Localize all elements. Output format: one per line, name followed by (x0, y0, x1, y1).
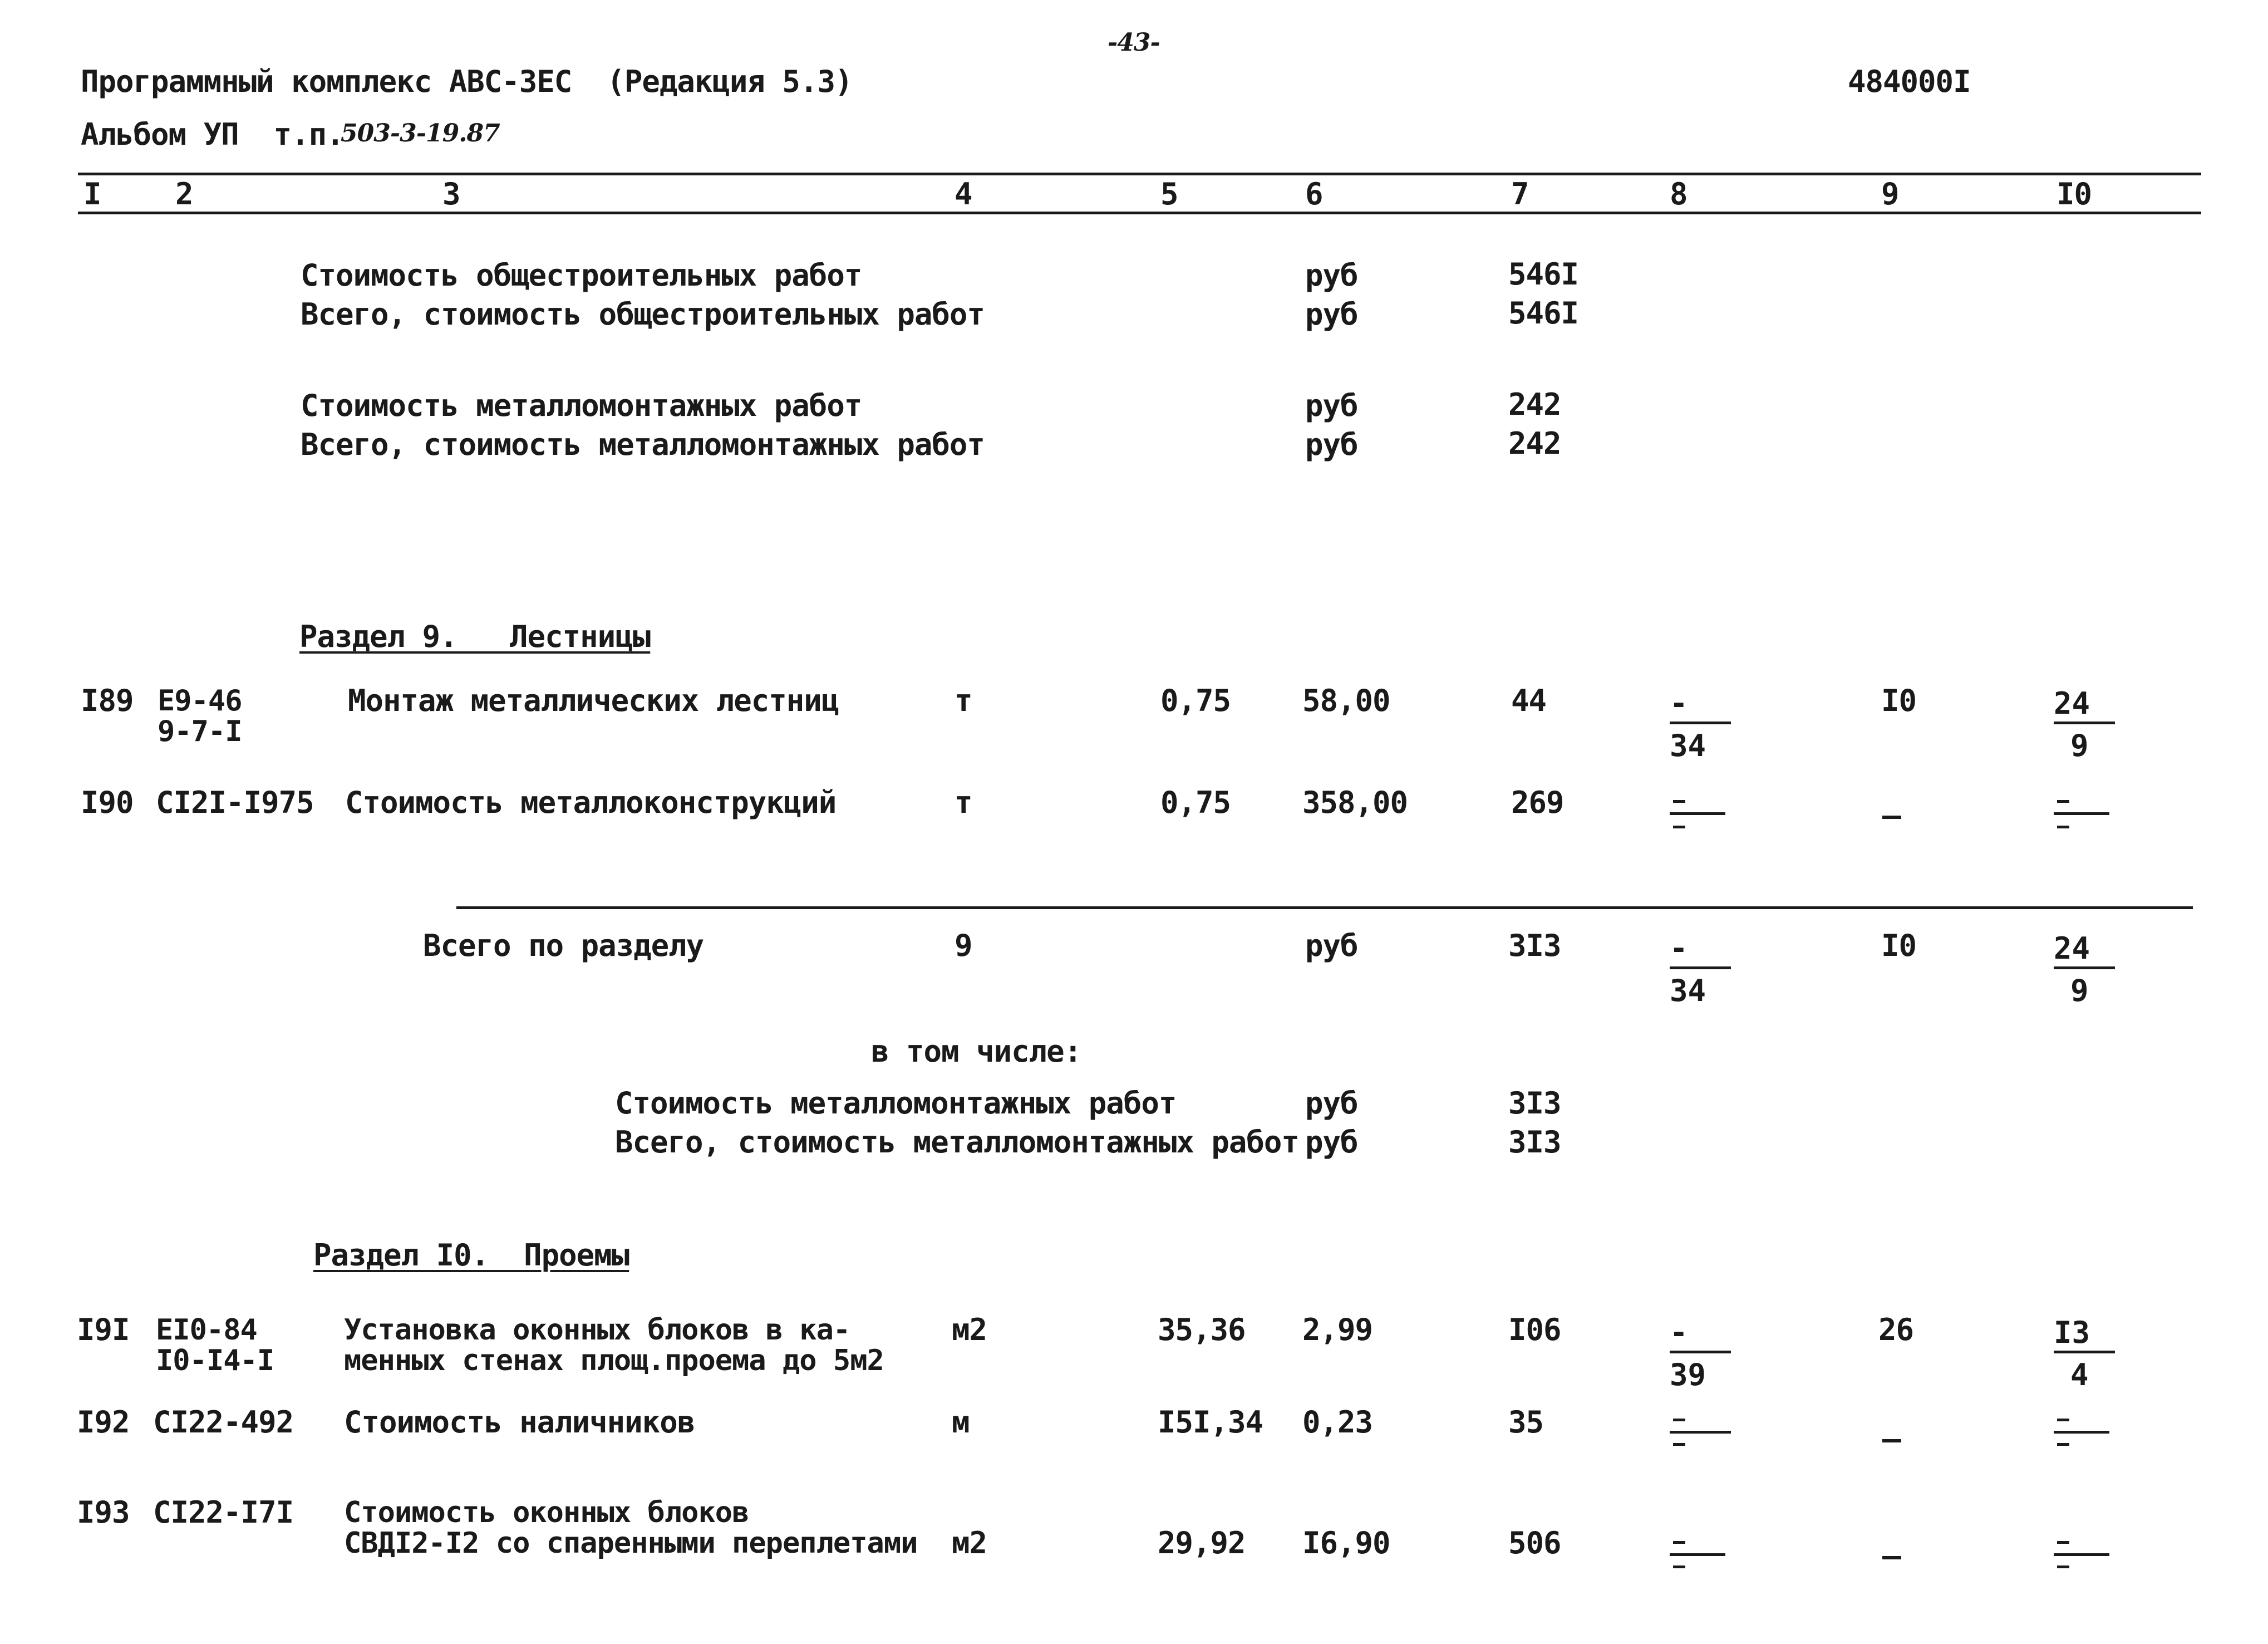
row-quantity: 29,92 (1158, 1525, 1246, 1560)
column-header-7: 7 (1511, 176, 1529, 212)
fraction-bar (1670, 966, 1731, 969)
summary-value: 242 (1508, 426, 1561, 461)
column-header-10: I0 (2057, 176, 2092, 212)
row-col9 (1881, 1407, 1899, 1437)
fraction-top: I3 (2054, 1315, 2090, 1350)
row-number: I89 (81, 683, 134, 718)
column-header-4: 4 (955, 176, 972, 212)
including-label-row: Стоимость металломонтажных работ (615, 1086, 1177, 1121)
row-number: I93 (77, 1495, 130, 1530)
row-number: I90 (81, 785, 134, 820)
fraction-bar (1670, 1431, 1731, 1434)
row-col10-empty-fraction (2054, 1415, 2121, 1488)
fraction-top: - (1670, 931, 1688, 966)
row-name: Монтаж металлических лестниц (348, 683, 839, 718)
fraction-bar (2054, 1553, 2109, 1556)
album-label: Альбом УП т.п. (81, 117, 344, 152)
fraction-bottom: 4 (2070, 1357, 2089, 1392)
row-col9: I0 (1881, 683, 1917, 718)
column-header-1: I (83, 176, 101, 212)
row-name: Стоимость металлоконструкций (345, 785, 837, 820)
row-code: CI2I-I975 (156, 785, 314, 820)
fraction-top: - (1670, 1315, 1688, 1350)
fraction-bar (1670, 722, 1731, 724)
fraction-tick (1673, 1566, 1685, 1568)
row-code: CI22-492 (153, 1405, 294, 1440)
row-col8-empty-fraction (1670, 1538, 1736, 1610)
fraction-bar (2054, 722, 2115, 724)
section-total-rule (456, 906, 2193, 909)
section-9-title: Раздел 9. Лестницы (299, 619, 651, 654)
summary-value: 546I (1508, 257, 1579, 292)
fraction-top: - (1670, 686, 1688, 721)
fraction-tick (1673, 1541, 1685, 1544)
row-quantity: 0,75 (1160, 785, 1231, 820)
row-name: Установка оконных блоков в ка- менных стенах площ.проема до 5м2 (344, 1313, 884, 1377)
summary-unit: руб (1305, 258, 1358, 293)
section-total-col9: I0 (1881, 928, 1917, 963)
fraction-tick (2057, 1541, 2069, 1544)
including-unit: руб (1305, 1086, 1358, 1121)
fraction-bar (2054, 966, 2115, 969)
row-col9: 26 (1878, 1312, 1914, 1347)
row-number: I9I (77, 1312, 130, 1347)
fraction-bottom: 34 (1670, 973, 1706, 1008)
fraction-bar (2054, 812, 2109, 815)
row-price: 2,99 (1302, 1312, 1373, 1347)
row-col8-empty-fraction (1670, 793, 1736, 866)
summary-unit: руб (1305, 388, 1358, 423)
fraction-bottom: 39 (1670, 1357, 1706, 1392)
row-unit: м2 (952, 1312, 987, 1347)
fraction-bar (1670, 1351, 1731, 1353)
row-col10-empty-fraction (2054, 793, 2121, 866)
fraction-bar (1670, 812, 1725, 815)
row-code: EI0-84 I0-I4-I (156, 1313, 274, 1377)
fraction-bottom: 34 (1670, 728, 1706, 763)
including-label: в том числе: (871, 1034, 1082, 1069)
including-value: 3I3 (1508, 1086, 1561, 1121)
row-total: 269 (1511, 785, 1564, 820)
header-rule-bottom (78, 212, 2201, 214)
including-label-row: Всего, стоимость металломонтажных работ (615, 1125, 1299, 1160)
row-total: 506 (1508, 1525, 1561, 1560)
section-total-unit: руб (1305, 928, 1358, 963)
fraction-top: 24 (2054, 686, 2090, 721)
row-col10-empty-fraction (2054, 1538, 2121, 1610)
fraction-bottom: 9 (2070, 973, 2089, 1008)
row-unit: т (955, 683, 972, 718)
row-code: E9-46 9-7-I (158, 684, 242, 748)
row-unit: т (955, 785, 972, 820)
program-title: Программный комплекс АВС-3ЕС (Редакция 5.3) (81, 64, 853, 99)
document-code: 484000I (1848, 64, 1971, 99)
row-col8-empty-fraction (1670, 1415, 1736, 1488)
row-unit: м2 (952, 1525, 987, 1560)
row-total: 35 (1508, 1405, 1544, 1440)
fraction-tick (2057, 1419, 2069, 1421)
fraction-tick (1673, 826, 1685, 828)
row-price: I6,90 (1302, 1525, 1390, 1560)
fraction-bottom: 9 (2070, 728, 2089, 763)
section-total-number: 9 (955, 928, 972, 963)
section-10-title: Раздел I0. Проемы (313, 1238, 629, 1273)
fraction-bar (2054, 1351, 2115, 1353)
row-col8-fraction (1670, 686, 1736, 763)
section-total-col10-fraction (2054, 931, 2121, 1008)
section-total-value: 3I3 (1508, 928, 1561, 963)
row-total: I06 (1508, 1312, 1561, 1347)
row-col10-fraction (2054, 686, 2121, 763)
row-unit: м (952, 1405, 970, 1440)
fraction-bar (2054, 1431, 2109, 1434)
column-header-3: 3 (442, 176, 460, 212)
column-header-2: 2 (175, 176, 193, 212)
fraction-bar (1670, 1553, 1725, 1556)
section-total-col8-fraction (1670, 931, 1736, 1008)
section-total-label: Всего по разделу (423, 928, 704, 963)
header-rule-top (78, 173, 2201, 175)
row-col8-fraction (1670, 1315, 1736, 1392)
fraction-tick (1673, 1443, 1685, 1446)
row-total: 44 (1511, 683, 1547, 718)
fraction-tick (2057, 826, 2069, 828)
summary-label: Стоимость металломонтажных работ (301, 388, 862, 423)
fraction-tick (2057, 800, 2069, 803)
row-price: 358,00 (1302, 785, 1408, 820)
row-name: Стоимость оконных блоков СВДI2-I2 со спаренными переплетами (344, 1496, 918, 1560)
row-quantity: I5I,34 (1158, 1405, 1263, 1440)
row-col9 (1881, 788, 1899, 818)
summary-value: 546I (1508, 296, 1579, 331)
summary-label: Стоимость общестроительных работ (301, 258, 862, 293)
row-col9 (1881, 1528, 1899, 1558)
including-unit: руб (1305, 1125, 1358, 1160)
column-header-8: 8 (1670, 176, 1688, 212)
summary-unit: руб (1305, 297, 1358, 332)
row-quantity: 35,36 (1158, 1312, 1246, 1347)
row-col10-fraction (2054, 1315, 2121, 1392)
column-header-6: 6 (1305, 176, 1323, 212)
fraction-tick (2057, 1443, 2069, 1446)
summary-label: Всего, стоимость металломонтажных работ (301, 427, 985, 462)
including-value: 3I3 (1508, 1125, 1561, 1160)
row-name: Стоимость наличников (344, 1405, 695, 1440)
fraction-top: 24 (2054, 931, 2090, 966)
column-header-9: 9 (1881, 176, 1899, 212)
row-quantity: 0,75 (1160, 683, 1231, 718)
fraction-tick (1673, 1419, 1685, 1421)
fraction-tick (2057, 1566, 2069, 1568)
summary-unit: руб (1305, 427, 1358, 462)
summary-label: Всего, стоимость общестроительных работ (301, 297, 985, 332)
page-number: -43- (1108, 28, 1160, 57)
row-price: 0,23 (1302, 1405, 1373, 1440)
album-code: 503-3-19.87 (341, 119, 500, 148)
row-price: 58,00 (1302, 683, 1390, 718)
row-number: I92 (77, 1405, 130, 1440)
column-header-5: 5 (1160, 176, 1178, 212)
summary-value: 242 (1508, 387, 1561, 422)
fraction-tick (1673, 800, 1685, 803)
row-code: CI22-I7I (153, 1495, 294, 1530)
